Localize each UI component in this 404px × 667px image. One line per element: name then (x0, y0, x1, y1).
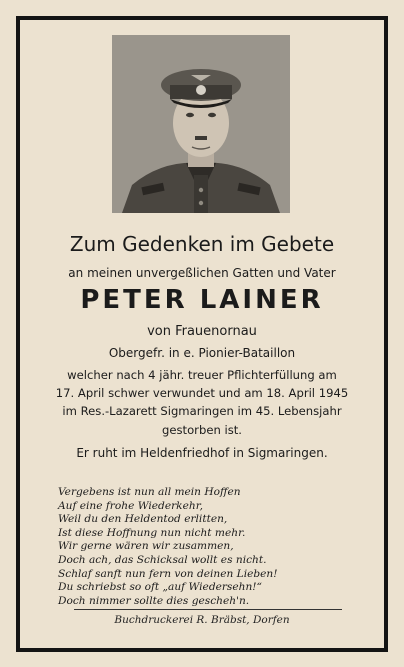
rank-line: Obergefr. in e. Pionier-Bataillon (108, 346, 296, 360)
body-line: welcher nach 4 jähr. treuer Pflichterfüllung am (67, 368, 337, 382)
dedication-line: an meinen unvergeßlichen Gatten und Vater (68, 266, 336, 280)
poem-line: Auf eine frohe Wiederkehr, (58, 499, 203, 512)
origin-line: von Frauenornau (147, 324, 257, 339)
portrait-photo (112, 35, 290, 213)
poem-line: Wir gerne wären wir zusammen, (58, 540, 234, 553)
poem-line: Doch ach, das Schicksal wollt es nicht. (58, 553, 267, 566)
soldier-portrait-image (112, 35, 290, 213)
body-line: im Res.-Lazarett Sigmaringen im 45. Lebensjahr (62, 404, 342, 418)
poem-line: Doch nimmer sollte dies gescheh'n. (58, 594, 250, 607)
body-line: 17. April schwer verwundet und am 18. April 1945 (55, 386, 349, 400)
poem-line: Ist diese Hoffnung nun nicht mehr. (58, 526, 246, 539)
poem-line: Du schriebst so oft „auf Wiedersehn!“ (58, 581, 262, 594)
memorial-poem (58, 486, 374, 608)
body-line: gestorben ist. (162, 423, 242, 437)
poem-line: Weil du den Heldentod erlitten, (58, 513, 228, 526)
printer-credit: Buchdruckerei R. Bräbst, Dorfen (114, 614, 290, 626)
poem-line: Vergebens ist nun all mein Hoffen (58, 486, 241, 498)
poem-line: Schlaf sanft nun fern von deinen Lieben! (58, 567, 278, 580)
memorial-heading: Zum Gedenken im Gebete (69, 232, 335, 256)
resting-place-line: Er ruht im Heldenfriedhof in Sigmaringen. (76, 446, 328, 460)
divider (74, 609, 342, 610)
deceased-name: PETER LAINER (80, 285, 324, 315)
